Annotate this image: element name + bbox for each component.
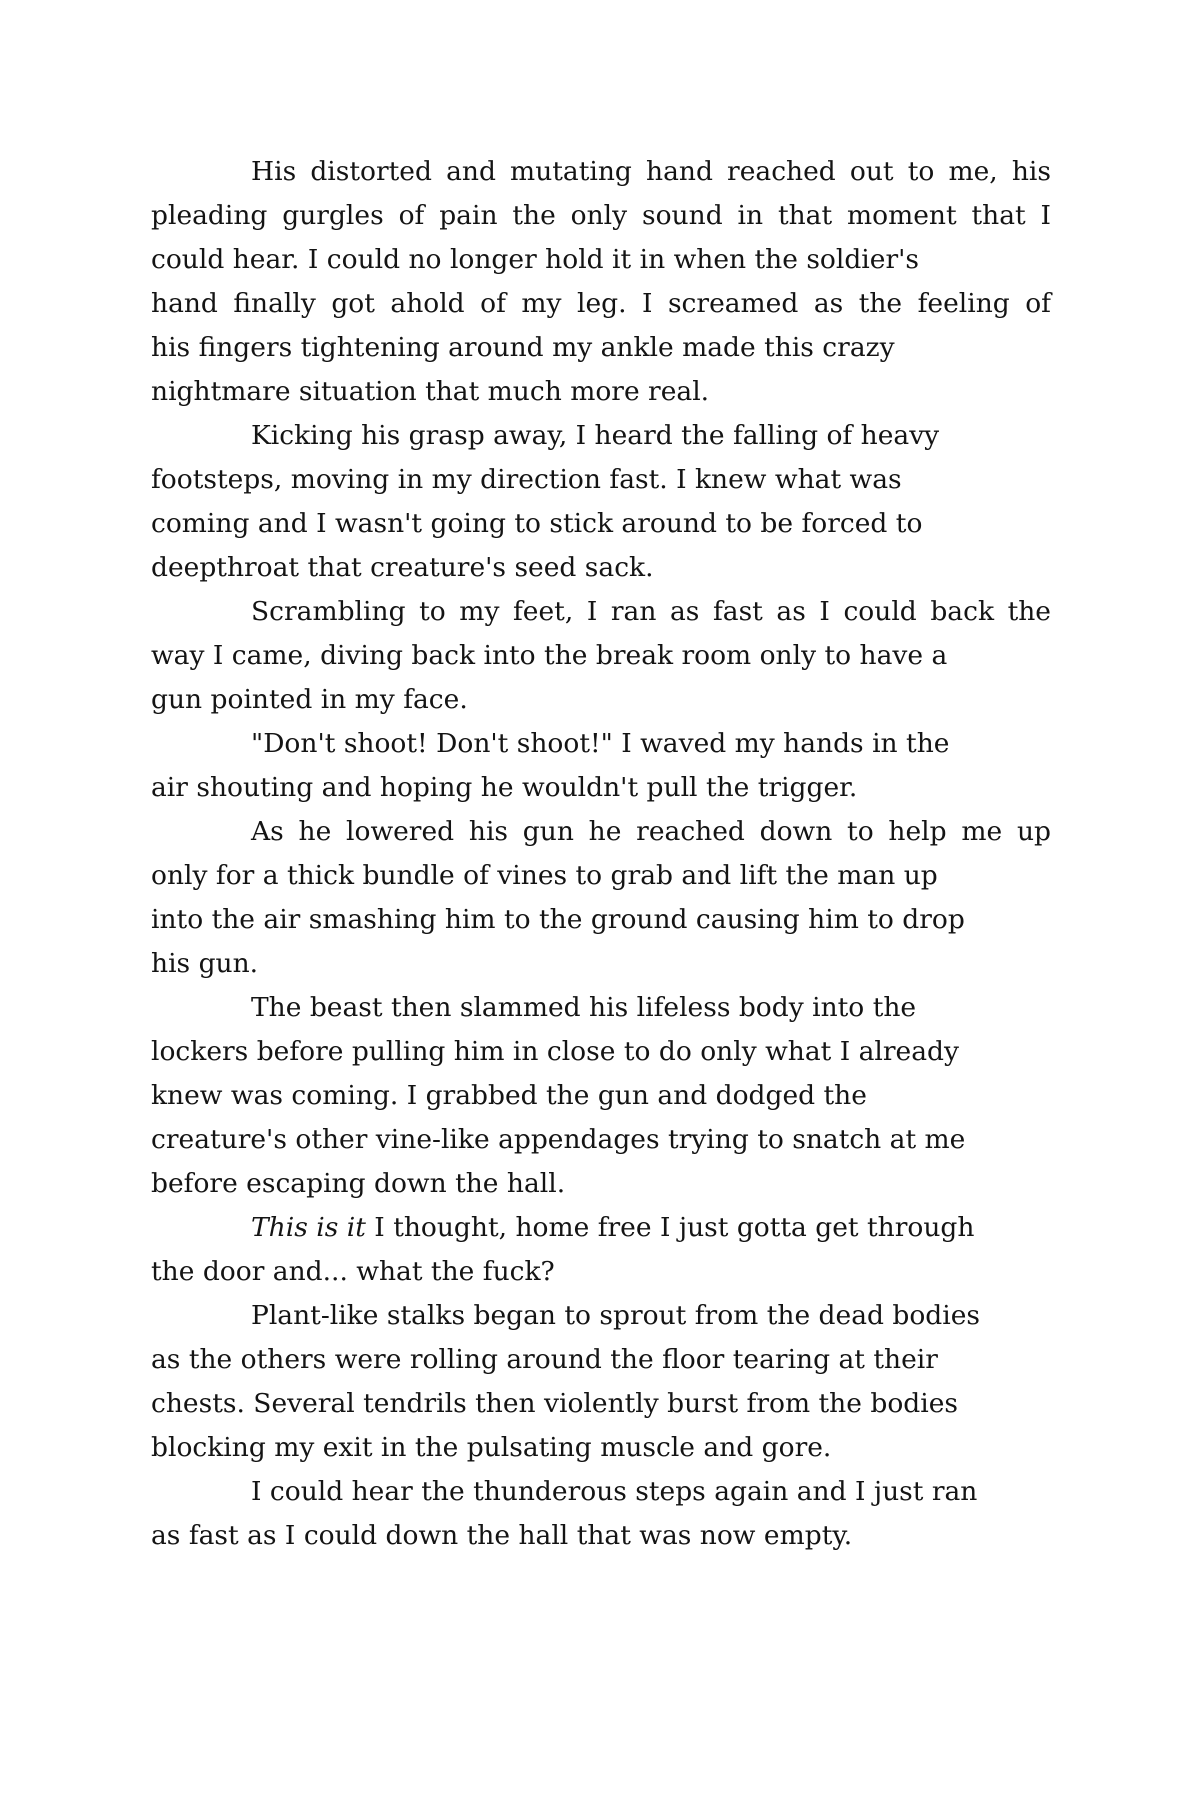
text-line: into the air smashing him to the ground causing him to drop [151,904,965,935]
text-line: pleading gurgles of pain the only sound in that moment that I [151,200,1051,231]
line-text: I thought, home free I just gotta get through [365,1212,975,1243]
text-line: lockers before pulling him in close to do only what I already [151,1036,959,1067]
text-line: knew was coming. I grabbed the gun and dodged the [151,1080,867,1111]
text-line: hand finally got ahold of my leg. I screamed as the feeling of [151,288,1051,319]
text-line: Kicking his grasp away, I heard the falling of heavy [251,420,940,451]
text-line: chests. Several tendrils then violently burst from the bodies [151,1388,958,1419]
text-line: nightmare situation that much more real. [151,376,710,407]
text-line: air shouting and hoping he wouldn't pull the trigger. [151,772,858,803]
text-line: as fast as I could down the hall that was now empty. [151,1520,853,1551]
text-line: before escaping down the hall. [151,1168,566,1199]
text-line: footsteps, moving in my direction fast. I knew what was [151,464,902,495]
page-body-text [151,150,1051,1558]
paragraph [151,1294,1051,1470]
text-line: his gun. [151,948,259,979]
paragraph [151,590,1051,722]
paragraph [151,1206,1051,1294]
text-line: only for a thick bundle of vines to grab and lift the man up [151,860,938,891]
text-line: Scrambling to my feet, I ran as fast as I could back the [251,596,1051,627]
paragraph [151,810,1051,986]
paragraph [151,1470,1051,1558]
text-line: creature's other vine-like appendages trying to snatch at me [151,1124,966,1155]
italic-phrase: This is it [251,1212,366,1243]
paragraph [151,414,1051,590]
text-line: the door and... what the fuck? [151,1256,555,1287]
text-line: blocking my exit in the pulsating muscle and gore. [151,1432,832,1463]
paragraph [151,150,1051,414]
text-line: way I came, diving back into the break room only to have a [151,640,948,671]
text-line: deepthroat that creature's seed sack. [151,552,654,583]
paragraph [151,986,1051,1206]
paragraph [151,722,1051,810]
text-line: The beast then slammed his lifeless body into the [251,992,917,1023]
text-line: As he lowered his gun he reached down to help me up [251,816,1051,847]
text-line [151,1206,1051,1250]
text-line: as the others were rolling around the floor tearing at their [151,1344,938,1375]
text-line: coming and I wasn't going to stick around to be forced to [151,508,923,539]
text-line: "Don't shoot! Don't shoot!" I waved my hands in the [251,728,950,759]
text-line: I could hear the thunderous steps again and I just ran [251,1476,978,1507]
text-line: gun pointed in my face. [151,684,468,715]
text-line: Plant-like stalks began to sprout from the dead bodies [251,1300,981,1331]
text-line: could hear. I could no longer hold it in when the soldier's [151,244,920,275]
text-line: his fingers tightening around my ankle made this crazy [151,332,895,363]
text-line: His distorted and mutating hand reached out to me, his [251,156,1051,187]
